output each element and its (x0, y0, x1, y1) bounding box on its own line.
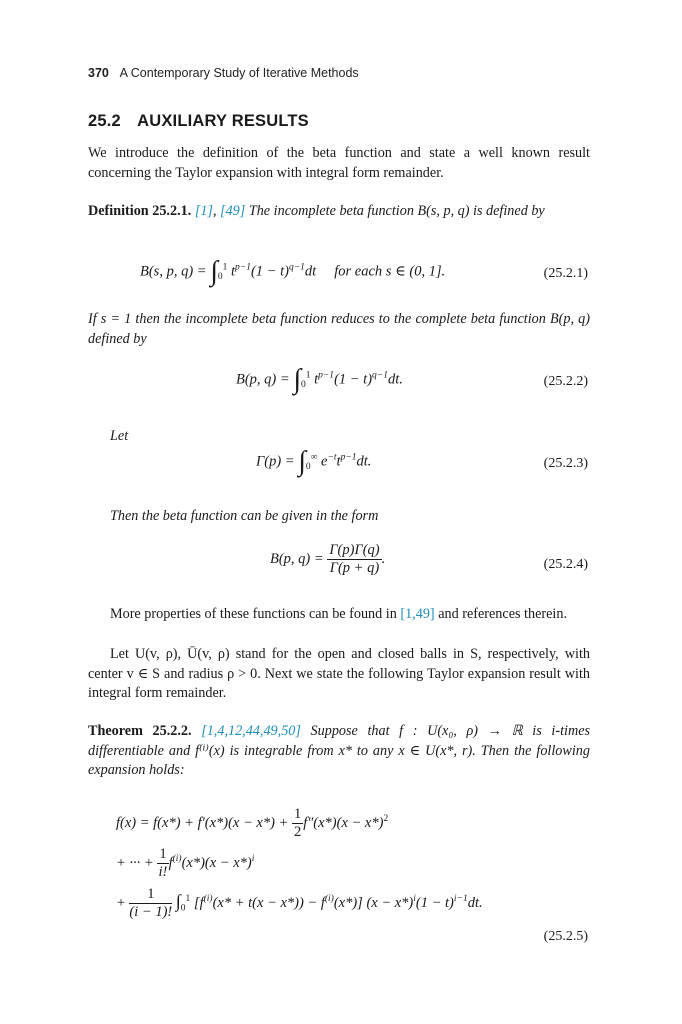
section-title (88, 112, 309, 131)
citation-link[interactable]: [1] (194, 203, 213, 219)
s-equals-one-paragraph: If s = 1 then the incomplete beta function reduces to the complete beta function B(p, q) defined by (88, 311, 590, 347)
equation-25-2-4: B(p, q) = $\frac{\Gamma(p)\Gamma(q)}{\Gamma(p + q)}$ . (270, 542, 386, 576)
intro-paragraph: We introduce the definition of the beta function and state a well known result concerning the Taylor expansion with integral form remainder. (88, 145, 590, 181)
section-number: 25.2 (88, 112, 121, 130)
equation-25-2-3: $\Gamma(p) = \int_0^\infty$ $e^{-t}t^{p-1}dt$. (256, 446, 372, 477)
equation-lhs: B(p, q) = (236, 371, 294, 388)
equation-number: (25.2.2) (543, 374, 588, 389)
text: and references therein. (434, 606, 567, 622)
denominator: Γ(p + q) (329, 560, 380, 576)
equation-25-2-5-line2: + ··· + $\frac{1}{i!}$ $f^{(i)}(x*)(x - x*)^i$ (116, 846, 255, 880)
balls-paragraph: Let U(v, ρ), Ū(v, ρ) stand for the open and closed balls in S, respectively, with center v ∈ S and radius ρ > 0. Next we state the following Taylor expansion result with integral form remainder. (88, 646, 590, 702)
equation-25-2-2: B(p, $q) = \int_0^1$ $t^{p-1}(1 - t)^{q-1}dt$. (236, 364, 403, 395)
let-label: Let (110, 428, 129, 444)
page-number: 370 (88, 66, 109, 80)
equation-number: (25.2.3) (543, 456, 588, 471)
section-name: AUXILIARY RESULTS (137, 112, 309, 130)
definition-text: The incomplete beta function B(s, p, q) is defined by (248, 203, 545, 219)
definition-label: Definition 25.2.1. (88, 203, 192, 219)
numerator: Γ(p)Γ(q) (329, 542, 380, 558)
theorem-label: Theorem 25.2.2. (88, 723, 192, 739)
citation-link[interactable]: [1,49] (400, 606, 435, 622)
theorem-block (88, 722, 590, 781)
equation-25-2-5-line1: f(x) = f(x*) + f′(x*)(x − x*) + $\frac{1}{2}$ $f''(x*)(x - x*)^2$ (116, 806, 389, 840)
beta-form-text: Then the beta function can be given in the form (110, 508, 379, 524)
citation-separator: , (212, 203, 217, 219)
fraction (327, 542, 381, 577)
equation-number: (25.2.1) (543, 266, 588, 281)
citation-link[interactable]: [1,4,12,44,49,50] (201, 723, 301, 739)
text: More properties of these functions can be found in (110, 606, 401, 622)
more-properties-paragraph (88, 605, 590, 625)
page-header (88, 66, 359, 80)
theorem-text: Suppose that f : U(x₀, ρ) → ℝ is i-times differentiable and f⁽ⁱ⁾(x) is integrable from x* to any x ∈ U(x*, r). Then the following expansion holds: (88, 723, 591, 779)
equation-25-2-5-line3: + $\frac{1}{(i - 1)!}$ $\int_0^1$ $[f^{(i)}(x* + t(x - x*)) - f^{(i)}(x*)] (x - x*)^i(1 - t)^{i-1}dt$. (116, 886, 483, 920)
equation-condition: for each s ∈ (0, 1]. (334, 263, 446, 280)
equation-lhs: Γ(p) = (256, 453, 299, 470)
equation-25-2-1: B(s, p, $q) = \int_0^1$ $t^{p-1}(1 - t)^{q-1}dt$ for each s ∈ (0, 1]. (140, 256, 446, 287)
running-title: A Contemporary Study of Iterative Methods (119, 66, 359, 80)
citation-link[interactable]: [49] (220, 203, 246, 219)
equation-lhs: B(s, p, q) = (140, 263, 211, 280)
equation-lhs: B(p, q) = (270, 551, 328, 567)
equation-number: (25.2.5) (543, 929, 588, 944)
equation-number: (25.2.4) (543, 557, 588, 572)
definition-block (88, 202, 590, 222)
